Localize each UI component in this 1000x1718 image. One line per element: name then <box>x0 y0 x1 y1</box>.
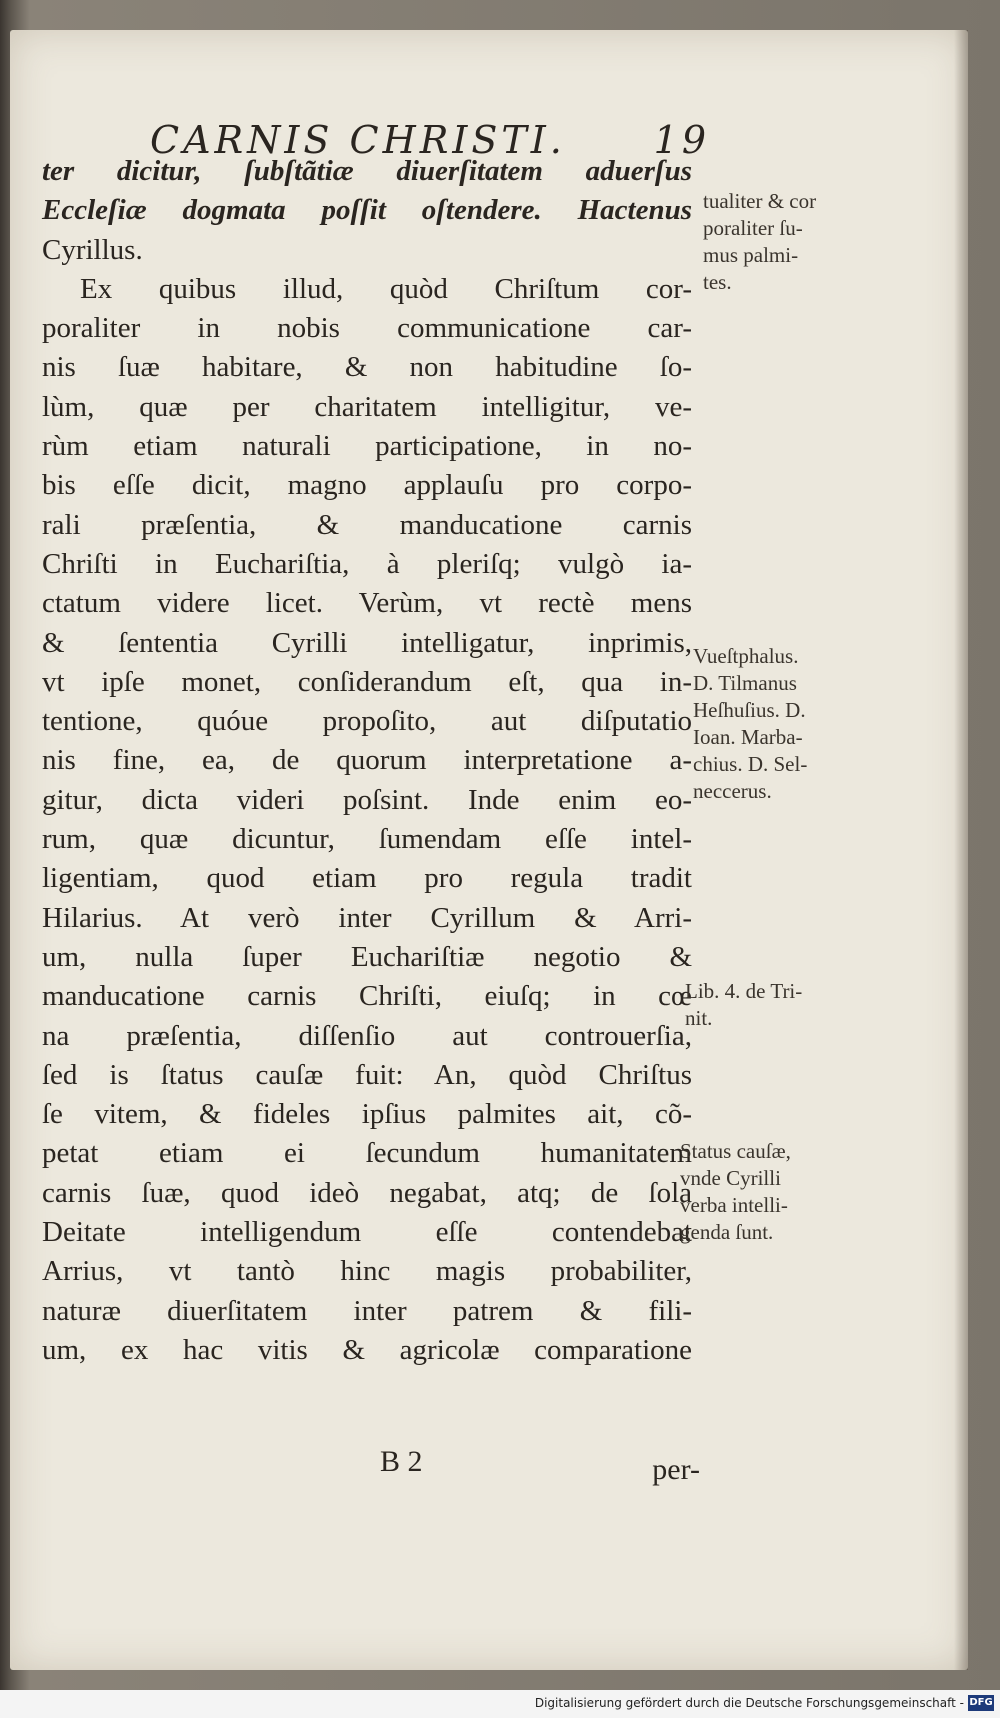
margin-note-line: Lib. 4. de Tri- <box>685 979 803 1003</box>
text-line: ligentiam, quod etiam pro regula tradit <box>42 862 692 895</box>
text-line: poraliter in nobis communicatione car- <box>42 312 692 345</box>
margin-note-line: genda ſunt. <box>680 1220 774 1244</box>
footer-credit: Digitalisierung gefördert durch die Deutsche Forschungsgemeinschaft - <box>534 1696 964 1710</box>
margin-note <box>693 643 873 805</box>
text-line: naturæ diuerſitatem inter patrem & fili- <box>42 1294 692 1327</box>
margin-note-line: Ioan. Marba- <box>693 725 803 749</box>
margin-note-line: vnde Cyrilli <box>680 1166 781 1190</box>
dfg-logo: DFG <box>968 1695 994 1711</box>
margin-note-line: verba intelli- <box>680 1193 788 1217</box>
text-line: Arrius, vt tantò hinc magis probabiliter, <box>42 1255 692 1288</box>
text-line: bis eſſe dicit, magno applauſu pro corpo- <box>42 469 692 502</box>
margin-note-line: tes. <box>703 270 732 294</box>
text-line: Deitate intelligendum eſſe contendebat <box>42 1216 692 1249</box>
margin-note <box>680 1138 860 1246</box>
text-line: ſe vitem, & fideles ipſius palmites ait, cõ- <box>42 1098 692 1131</box>
text-line: nis ſuæ habitare, & non habitudine ſo- <box>42 351 692 384</box>
text-line: Eccleſiæ dogmata poſſit oſtendere. Hactenus <box>42 194 692 227</box>
margin-note-line: Heſhuſius. D. <box>693 698 806 722</box>
margin-note-line: chius. D. Sel- <box>693 752 808 776</box>
margin-note-line: mus palmi- <box>703 243 799 267</box>
margin-note-line: tualiter & cor <box>703 189 817 213</box>
page-number: 19 <box>653 118 710 162</box>
text-line: rum, quæ dicuntur, ſumendam eſſe intel- <box>42 823 692 856</box>
signature-mark: B 2 <box>380 1445 423 1478</box>
text-line: tentione, quóue propoſito, aut diſputatio <box>42 705 692 738</box>
margin-note-line: neccerus. <box>693 779 772 803</box>
text-line: manducatione carnis Chriſti, eiuſq; in cœ <box>42 980 692 1013</box>
margin-note <box>703 188 883 296</box>
margin-note-line: poraliter ſu- <box>703 216 803 240</box>
running-head-title: CARNIS CHRISTI. <box>150 118 566 162</box>
text-line: ctatum videre licet. Verùm, vt rectè mens <box>42 587 692 620</box>
text-line: rùm etiam naturali participatione, in no- <box>42 430 692 463</box>
text-line: Hilarius. At verò inter Cyrillum & Arri- <box>42 901 692 934</box>
catchline <box>380 1445 700 1485</box>
text-line: um, ex hac vitis & agricolæ comparatione <box>42 1333 692 1366</box>
text-line: na præſentia, diſſenſio aut controuerſia, <box>42 1019 692 1052</box>
text-line: carnis ſuæ, quod ideò negabat, atq; de ſola <box>42 1176 692 1209</box>
margin-note <box>685 978 865 1032</box>
text-line: petat etiam ei ſecundum humanitatem <box>42 1137 692 1170</box>
text-line: ſed is ſtatus cauſæ fuit: An, quòd Chriſtus <box>42 1058 692 1091</box>
margin-note-line: D. Tilmanus <box>693 671 797 695</box>
text-line: vt ipſe monet, conſiderandum eſt, qua in- <box>42 665 692 698</box>
catchword: per- <box>652 1453 700 1486</box>
text-line: Cyrillus. <box>42 233 143 266</box>
text-line: rali præſentia, & manducatione carnis <box>42 508 692 541</box>
text-line: ter dicitur, ſubſtãtiæ diuerſitatem aduerſus <box>42 155 692 187</box>
text-line: & ſententia Cyrilli intelligatur, inprimis, <box>42 626 692 659</box>
main-text-block <box>42 152 692 1370</box>
margin-note-line: nit. <box>685 1006 713 1030</box>
digitization-footer <box>0 1690 1000 1718</box>
text-line: um, nulla ſuper Euchariſtiæ negotio & <box>42 940 692 973</box>
text-line: Chriſti in Euchariſtia, à pleriſq; vulgò ia- <box>42 547 692 580</box>
text-line: gitur, dicta videri poſsint. Inde enim eo- <box>42 783 692 816</box>
margin-note-line: Vueſtphalus. <box>693 644 799 668</box>
text-line: Ex quibus illud, quòd Chriſtum cor- <box>80 272 692 305</box>
text-line: nis fine, ea, de quorum interpretatione a- <box>42 744 692 777</box>
text-line: lùm, quæ per charitatem intelligitur, ve- <box>42 390 692 423</box>
margin-note-line: Status cauſæ, <box>680 1139 791 1163</box>
